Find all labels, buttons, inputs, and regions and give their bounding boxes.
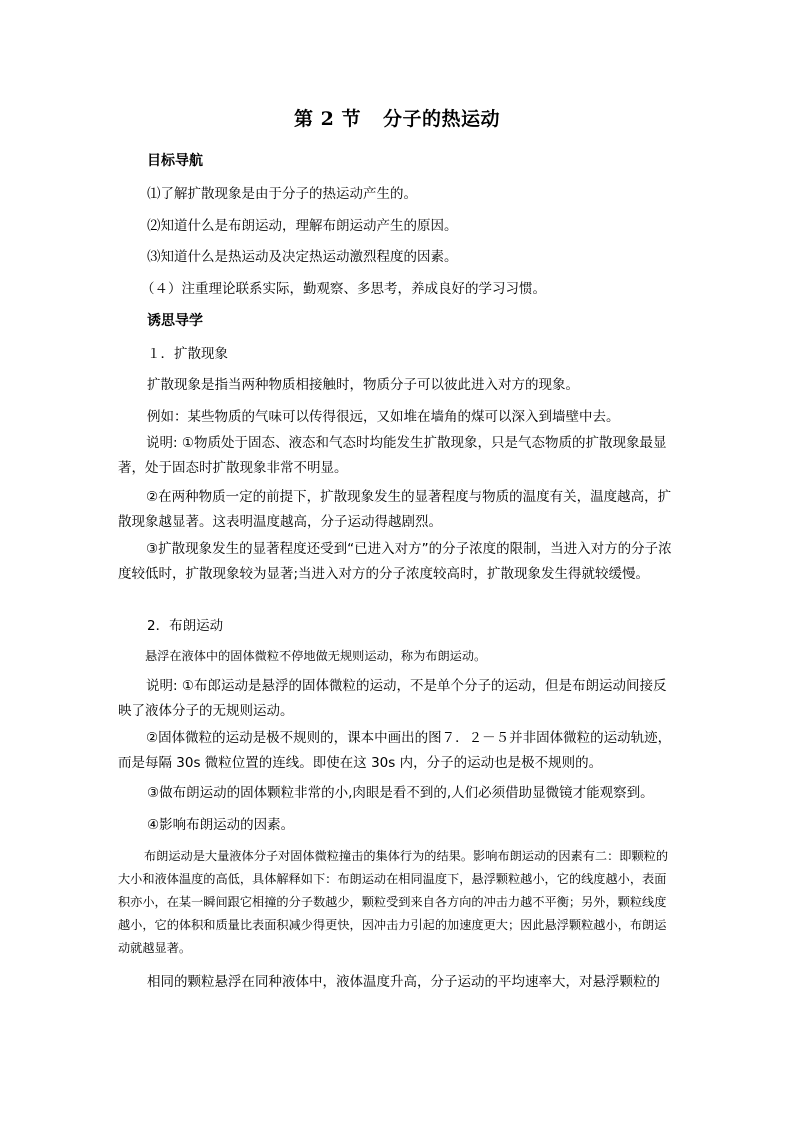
diffusion-note-1-text: 说明: ①物质处于固态、液态和气态时均能发生扩散现象，只是气态物质的扩散现象最显著，处于固态时扩散现象非常不明显。 xyxy=(118,435,667,476)
title-text: 分子的热运动 xyxy=(382,108,500,130)
section-heading-guide: 诱思导学 xyxy=(147,313,203,329)
section-heading-goals: 目标导航 xyxy=(147,153,203,169)
diffusion-note-2 xyxy=(118,485,674,535)
diffusion-note-2-text: ②在两种物质一定的前提下，扩散现象发生的显著程度与物质的温度有关，温度越高，扩散现象越显著。这表明温度越高，分子运动得越剧烈。 xyxy=(118,489,672,530)
topic-heading-diffusion: １．扩散现象 xyxy=(147,346,228,362)
brownian-note-1-text: 说明: ①布郎运动是悬浮的固体微粒的运动，不是单个分子的运动，但是布朗运动间接反映了液体分子的无规则运动。 xyxy=(118,678,667,719)
brownian-note-1 xyxy=(118,674,674,724)
brownian-note-4: ④影响布朗运动的因素。 xyxy=(147,817,295,833)
brownian-temperature: 相同的颗粒悬浮在同种液体中，液体温度升高，分子运动的平均速率大，对悬浮颗粒的 xyxy=(147,974,660,990)
diffusion-definition: 扩散现象是指当两种物质相接触时，物质分子可以彼此进入对方的现象。 xyxy=(147,377,579,393)
topic-heading-brownian: 2．布朗运动 xyxy=(147,618,224,634)
brownian-factors-text: 布朗运动是大量液体分子对固体微粒撞击的集体行为的结果。影响布朗运动的因素有二：即颗粒的大小和液体温度的高低，具体解释如下：布朗运动在相同温度下，悬浮颗粒越小，它的线度越小，表面积亦小，在某一瞬间跟它相撞的分子数越少，颗粒受到来自各方向的冲击力越不平衡；另外，颗粒线度越小，它的体积和质量比表面积减少得更快，因冲击力引起的加速度更大；因此悬浮颗粒越小，布朗运动就越显著。 xyxy=(118,849,669,955)
brownian-factors xyxy=(118,845,674,960)
brownian-note-2-text: ②固体微粒的运动是极不规则的，课本中画出的图７．２－５并非固体微粒的运动轨迹，而是每隔 30s 微粒位置的连线。即使在这 30s 内，分子的运动也是极不规则的。 xyxy=(118,730,672,771)
goal-item: ⑵知道什么是布朗运动，理解布朗运动产生的原因。 xyxy=(147,218,458,234)
brownian-note-2 xyxy=(118,726,674,776)
page-title xyxy=(0,104,794,131)
diffusion-note-3-text: ③扩散现象发生的显著程度还受到“已进入对方”的分子浓度的限制，当进入对方的分子浓度较低时，扩散现象较为显著;当进入对方的分子浓度较高时，扩散现象发生得就较缓慢。 xyxy=(118,541,672,582)
brownian-definition: 悬浮在液体中的固体微粒不停地做无规则运动，称为布朗运动。 xyxy=(145,649,487,663)
goal-item: ⑶知道什么是热运动及决定热运动激烈程度的因素。 xyxy=(147,249,458,265)
brownian-note-3: ③做布朗运动的固体颗粒非常的小,肉眼是看不到的,人们必须借助显微镜才能观察到。 xyxy=(147,785,654,801)
title-section-number: 第 2 节 xyxy=(294,108,361,130)
diffusion-note-3 xyxy=(118,537,674,587)
goal-item: （４）注重理论联系实际，勤观察、多思考，养成良好的学习习惯。 xyxy=(141,281,546,297)
diffusion-example: 例如：某些物质的气味可以传得很远，又如堆在墙角的煤可以深入到墙壁中去。 xyxy=(147,409,620,425)
diffusion-note-1 xyxy=(118,431,674,481)
goal-item: ⑴了解扩散现象是由于分子的热运动产生的。 xyxy=(147,186,417,202)
